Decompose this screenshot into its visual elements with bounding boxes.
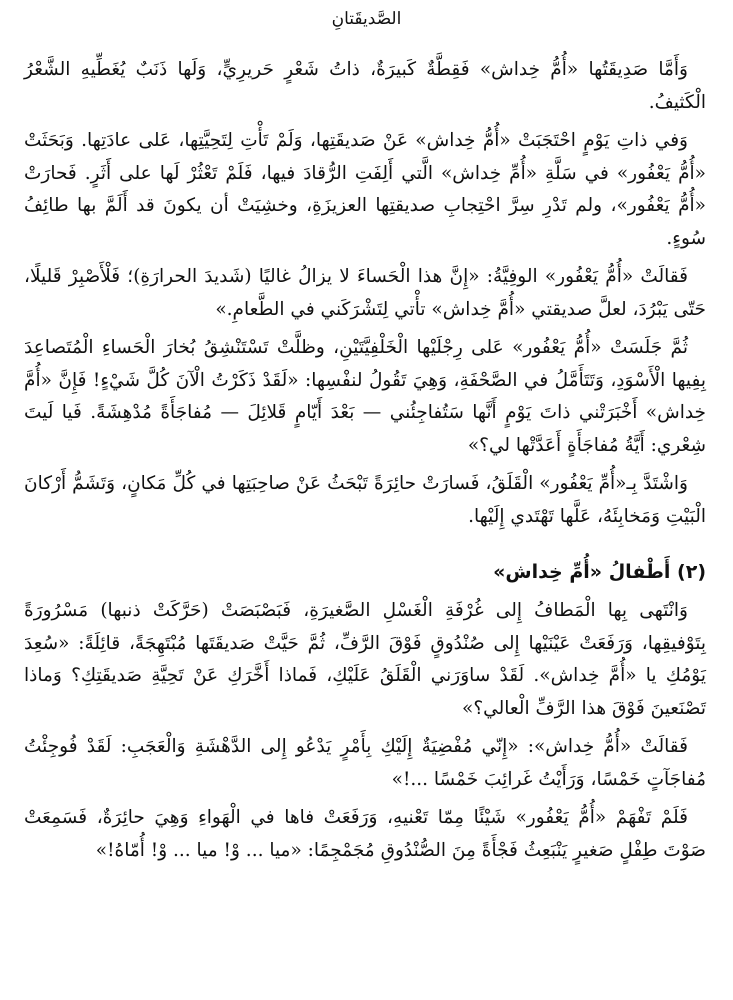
body-text xyxy=(24,54,706,873)
paragraph-5: وَاشْتَدَّ بِـ«أُمِّ يَعْفُور» الْقَلَقُ، فَسارَتْ حائِرَةً تَبْحَثُ عَنْ صاحِبَتِها في كُلِّ مَكانٍ، وَتَشَمُّ أَرْكانَ الْبَيْتِ وَمَخابِئَهُ، عَلَّها تَهْتَدي إِلَيْها. xyxy=(24,473,706,527)
paragraph-4: ثُمَّ جَلَسَتْ «أُمُّ يَعْفُور» عَلى رِجْلَيْها الْخَلْفِيَّتَيْنِ، وظلَّتْ تَسْتَنْشِقُ بُخارَ الْحَساءِ الْمُتَصاعِدَ بِفِيها الْأَسْوَدِ، وَتَتَأَمَّلُ في الصَّحْفَةِ، وَهِيَ تَقُولُ لنفْسِها: «لَقَدْ ذَكَرْتُ الْآنَ كُلَّ شَيْءٍ! فَإِنَّ «أُمَّ خِداش» أَخْبَرَتْني ذاتَ يَوْمٍ أَنَّها سَتُفاجِئُني — بَعْدَ أَيّامٍ قَلائِلَ — مُفاجَأَةً مُدْهِشَةً. فَيا لَيتَ شِعْري: أَيَّةُ مُفاجَأَةٍ أَعَدَّتْها لي؟» xyxy=(24,337,706,456)
paragraph-2: وَفي ذاتِ يَوْمٍ احْتَجَبَتْ «أُمُّ خِداش» عَنْ صَديقَتِها، وَلَمْ تَأْتِ لِتَحِيَّتِها، عَلى عادَتِها. وَبَحَثَتْ «أُمُّ يَعْفُور» في سَلَّةِ «أُمِّ خِداش» الَّتي أَلِفَتِ الرُّقادَ فيها، فَلَمْ تَعْثُرْ لَها على أَثَرٍ. فَحارَتْ «أُمُّ يَعْفُور»، ولم تَدْرِ سِرَّ احْتِجابِ صديقتِها العزيزَةِ، وخشِيَتْ أن يكونَ قد أَلَمَّ بها طائِفُ سُوءٍ. xyxy=(24,130,706,249)
paragraph-7: فَقالَتْ «أُمُّ خِداش»: «إِنّي مُفْضِيَةٌ إِلَيْكِ بِأَمْرٍ يَدْعُو إِلى الدَّهْشَةِ وَالْعَجَبِ: لَقَدْ فُوجِئْتُ مُفاجَآتٍ خَمْسًا، وَرَأَيْتُ غَرائِبَ خَمْسًا ...!» xyxy=(24,736,706,790)
paragraph-6: وَانْتَهى بِها الْمَطافُ إِلى غُرْفَةِ الْغَسْلِ الصَّغيرَةِ، فَبَصْبَصَتْ (حَرَّكَتْ ذنبها) مَسْرُورَةً بِتَوْفيقِها، وَرَفَعَتْ عَيْنَيْها إِلى صُنْدُوقٍ فَوْقَ الرَّفِّ، ثُمَّ حَيَّتْ صَديقَتَها مُبْتَهِجَةً، قائِلَةً: «سُعِدَ يَوْمُكِ يا «أُمَّ خِداش». لَقَدْ ساوَرَني الْقَلَقُ عَلَيْكِ، فَماذا أَخَّرَكِ عَنْ تَحِيَّةِ صَديقَتِكِ؟ وَماذا تَصْنَعينَ فَوْقَ هذا الرَّفِّ الْعالي؟» xyxy=(24,600,706,719)
section-heading: (٢) أَطْفالُ «أُمِّ خِداش» xyxy=(493,561,706,583)
running-header: الصَّديقَتانِ xyxy=(331,9,402,29)
paragraph-3: فَقالَتْ «أُمُّ يَعْفُور» الوفِيَّةُ: «إِنَّ هذا الْحَساءَ لا يزالُ غاليًا (شَديدَ الحرارَةِ)؛ فَلْأَصْبِرْ قَليلًا، حَتّى يَبْرُدَ، لعلَّ صديقتي «أُمَّ خِداش» تأْتي لِتَشْرَكَني في الطَّعامِ.» xyxy=(24,266,706,320)
paragraph-1: وَأَمَّا صَدِيقَتُها «أُمُّ خِداش» فَقِطَّةٌ كَبيرَةٌ، ذاتُ شَعْرٍ حَريرِيٍّ، وَلَها ذَنَبٌ يُغَطِّيهِ الشَّعْرُ الْكَثيفُ. xyxy=(24,59,706,113)
paragraph-8: فَلَمْ تَفْهَمْ «أُمُّ يَعْفُور» شَيْئًا مِمّا تَعْنيهِ، وَرَفَعَتْ فاها في الْهَواءِ وَهِيَ حائِرَةٌ، فَسَمِعَتْ صَوْتَ طِفْلٍ صَغيرٍ يَنْبَعِثُ فَجْأَةً مِنَ الصُّنْدُوقِ مُجَمْجِمًا: «ميا ... وْ! ميا ... وْ! أُمّاهُ!» xyxy=(24,807,706,861)
